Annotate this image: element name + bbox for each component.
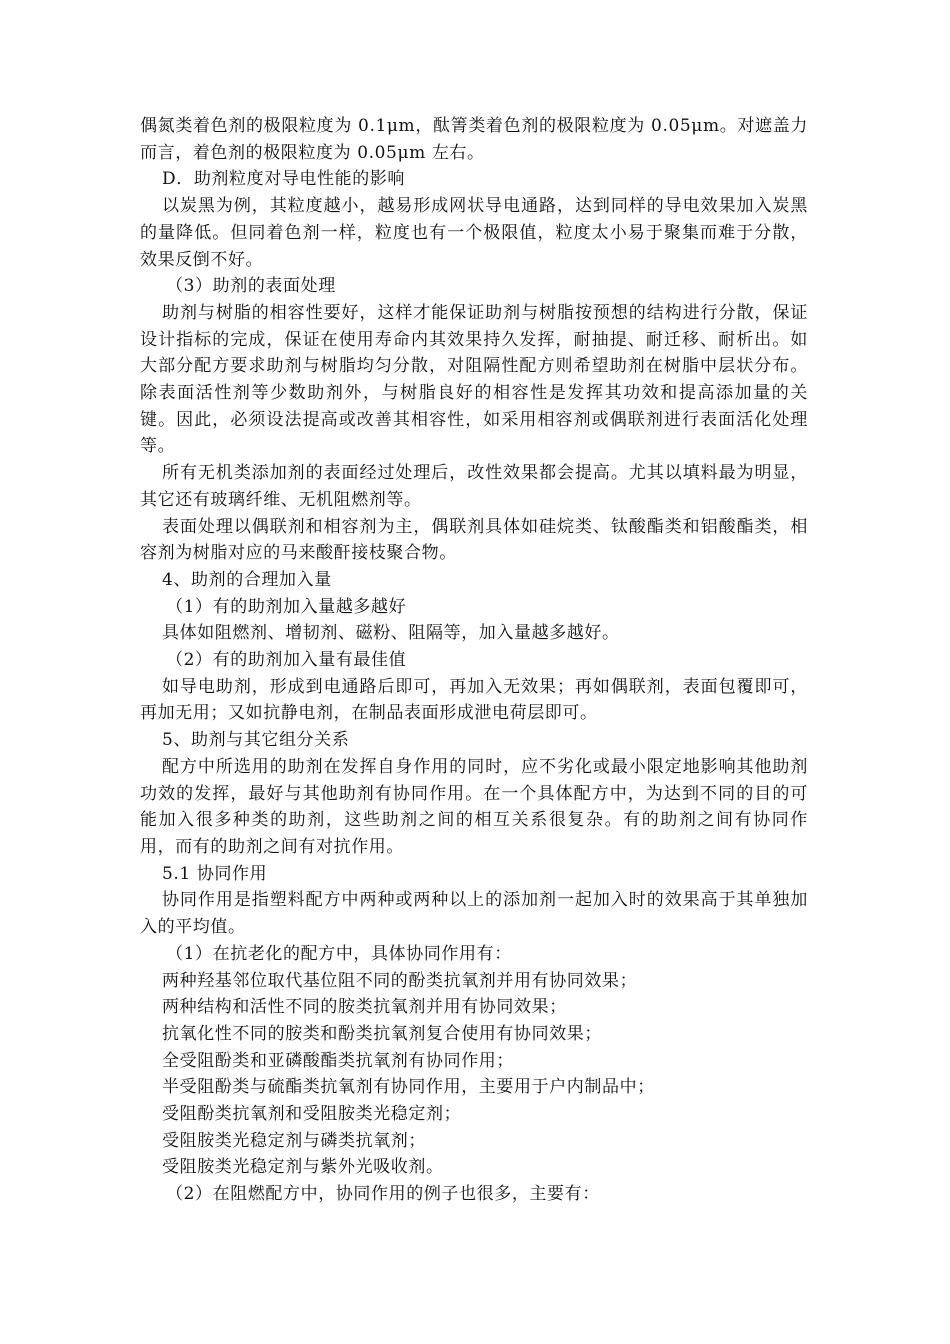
heading-component-relations: 5、助剂与其它组分关系 — [162, 730, 350, 751]
list-item: 抗氧化性不同的胺类和酚类抗氧剂复合使用有协同效果； — [162, 1023, 602, 1044]
list-item: 全受阻酚类和亚磷酸酯类抗氧剂有协同作用； — [162, 1050, 514, 1071]
document-body — [140, 113, 808, 1208]
list-item: 半受阻酚类与硫酯类抗氧剂有协同作用，主要用于户内制品中； — [162, 1077, 655, 1098]
paragraph-inorganic-additives: 所有无机类添加剂的表面经过处理后，改性效果都会提高。尤其以填料最为明显，其它还有玻璃纤维、无机阻燃剂等。 — [140, 463, 808, 510]
paragraph-compatibility: 助剂与树脂的相容性要好，这样才能保证助剂与树脂按预想的结构进行分散，保证设计指标的完成，保证在使用寿命内其效果持久发挥，耐抽提、耐迁移、耐析出。如大部分配方要求助剂与树脂均匀分散，对阻隔性配方则希望助剂在树脂中层状分布。除表面活性剂等少数助剂外，与树脂良好的相容性是发挥其功效和提高添加量的关键。因此，必须设法提高或改善其相容性，如采用相容剂或偶联剂进行表面活化处理等。 — [140, 302, 808, 457]
paragraph-coupling-agents: 表面处理以偶联剂和相容剂为主，偶联剂具体如硅烷类、钛酸酯类和铝酸酯类，相容剂为树脂对应的马来酸酐接枝聚合物。 — [140, 516, 808, 564]
paragraph-carbon-black: 以炭黑为例，其粒度越小，越易形成网状导电通路，达到同样的导电效果加入炭黑的量降低。但同着色剂一样，粒度也有一个极限值，粒度太小易于聚集而难于分散，效果反倒不好。 — [140, 196, 808, 270]
paragraph-additive-interactions: 配方中所选用的助剂在发挥自身作用的同时，应不劣化或最小限定地影响其他助剂功效的发挥，最好与其他助剂有协同作用。在一个具体配方中，为达到不同的目的可能加入很多种类的助剂，这些助剂之间的相互关系很复杂。有的助剂之间有协同作用，而有的助剂之间有对抗作用。 — [140, 756, 808, 857]
list-item: 受阻胺类光稳定剂与紫外光吸收剂。 — [162, 1157, 444, 1178]
paragraph-colorant-particle-size: 偶氮类着色剂的极限粒度为 0.1μm，酞箐类着色剂的极限粒度为 0.05μm。对遮盖力而言，着色剂的极限粒度为 0.05μm 左右。 — [140, 116, 808, 163]
list-item: 两种结构和活性不同的胺类抗氧剂并用有协同效果； — [162, 997, 567, 1018]
list-item: 两种羟基邻位取代基位阻不同的酚类抗氧剂并用有协同效果； — [162, 970, 638, 991]
subheading-optimal-value: （2）有的助剂加入量有最佳值 — [166, 650, 407, 671]
paragraph-synergy-definition: 协同作用是指塑料配方中两种或两种以上的添加剂一起加入时的效果高于其单独加入的平均值。 — [140, 890, 808, 938]
subheading-more-is-better: （1）有的助剂加入量越多越好 — [166, 596, 407, 617]
subheading-anti-aging: （1）在抗老化的配方中，具体协同作用有： — [166, 943, 512, 964]
heading-dosage: 4、助剂的合理加入量 — [162, 569, 332, 590]
list-item: 受阻胺类光稳定剂与磷类抗氧剂； — [162, 1130, 426, 1151]
paragraph-flame-retardant-examples: 具体如阻燃剂、增韧剂、磁粉、阻隔等，加入量越多越好。 — [162, 623, 620, 644]
list-item: 受阻酚类抗氧剂和受阻胺类光稳定剂； — [162, 1104, 462, 1125]
paragraph-conductive-examples: 如导电助剂，形成到电通路后即可，再加入无效果；再如偶联剂，表面包覆即可，再加无用；又如抗静电剂，在制品表面形成泄电荷层即可。 — [140, 676, 808, 724]
heading-conductivity: D．助剂粒度对导电性能的影响 — [162, 169, 406, 190]
heading-synergy: 5.1 协同作用 — [162, 863, 268, 884]
subheading-surface-treatment: （3）助剂的表面处理 — [166, 276, 336, 297]
subheading-flame-retardant: （2）在阻燃配方中，协同作用的例子也很多，主要有： — [166, 1184, 600, 1205]
